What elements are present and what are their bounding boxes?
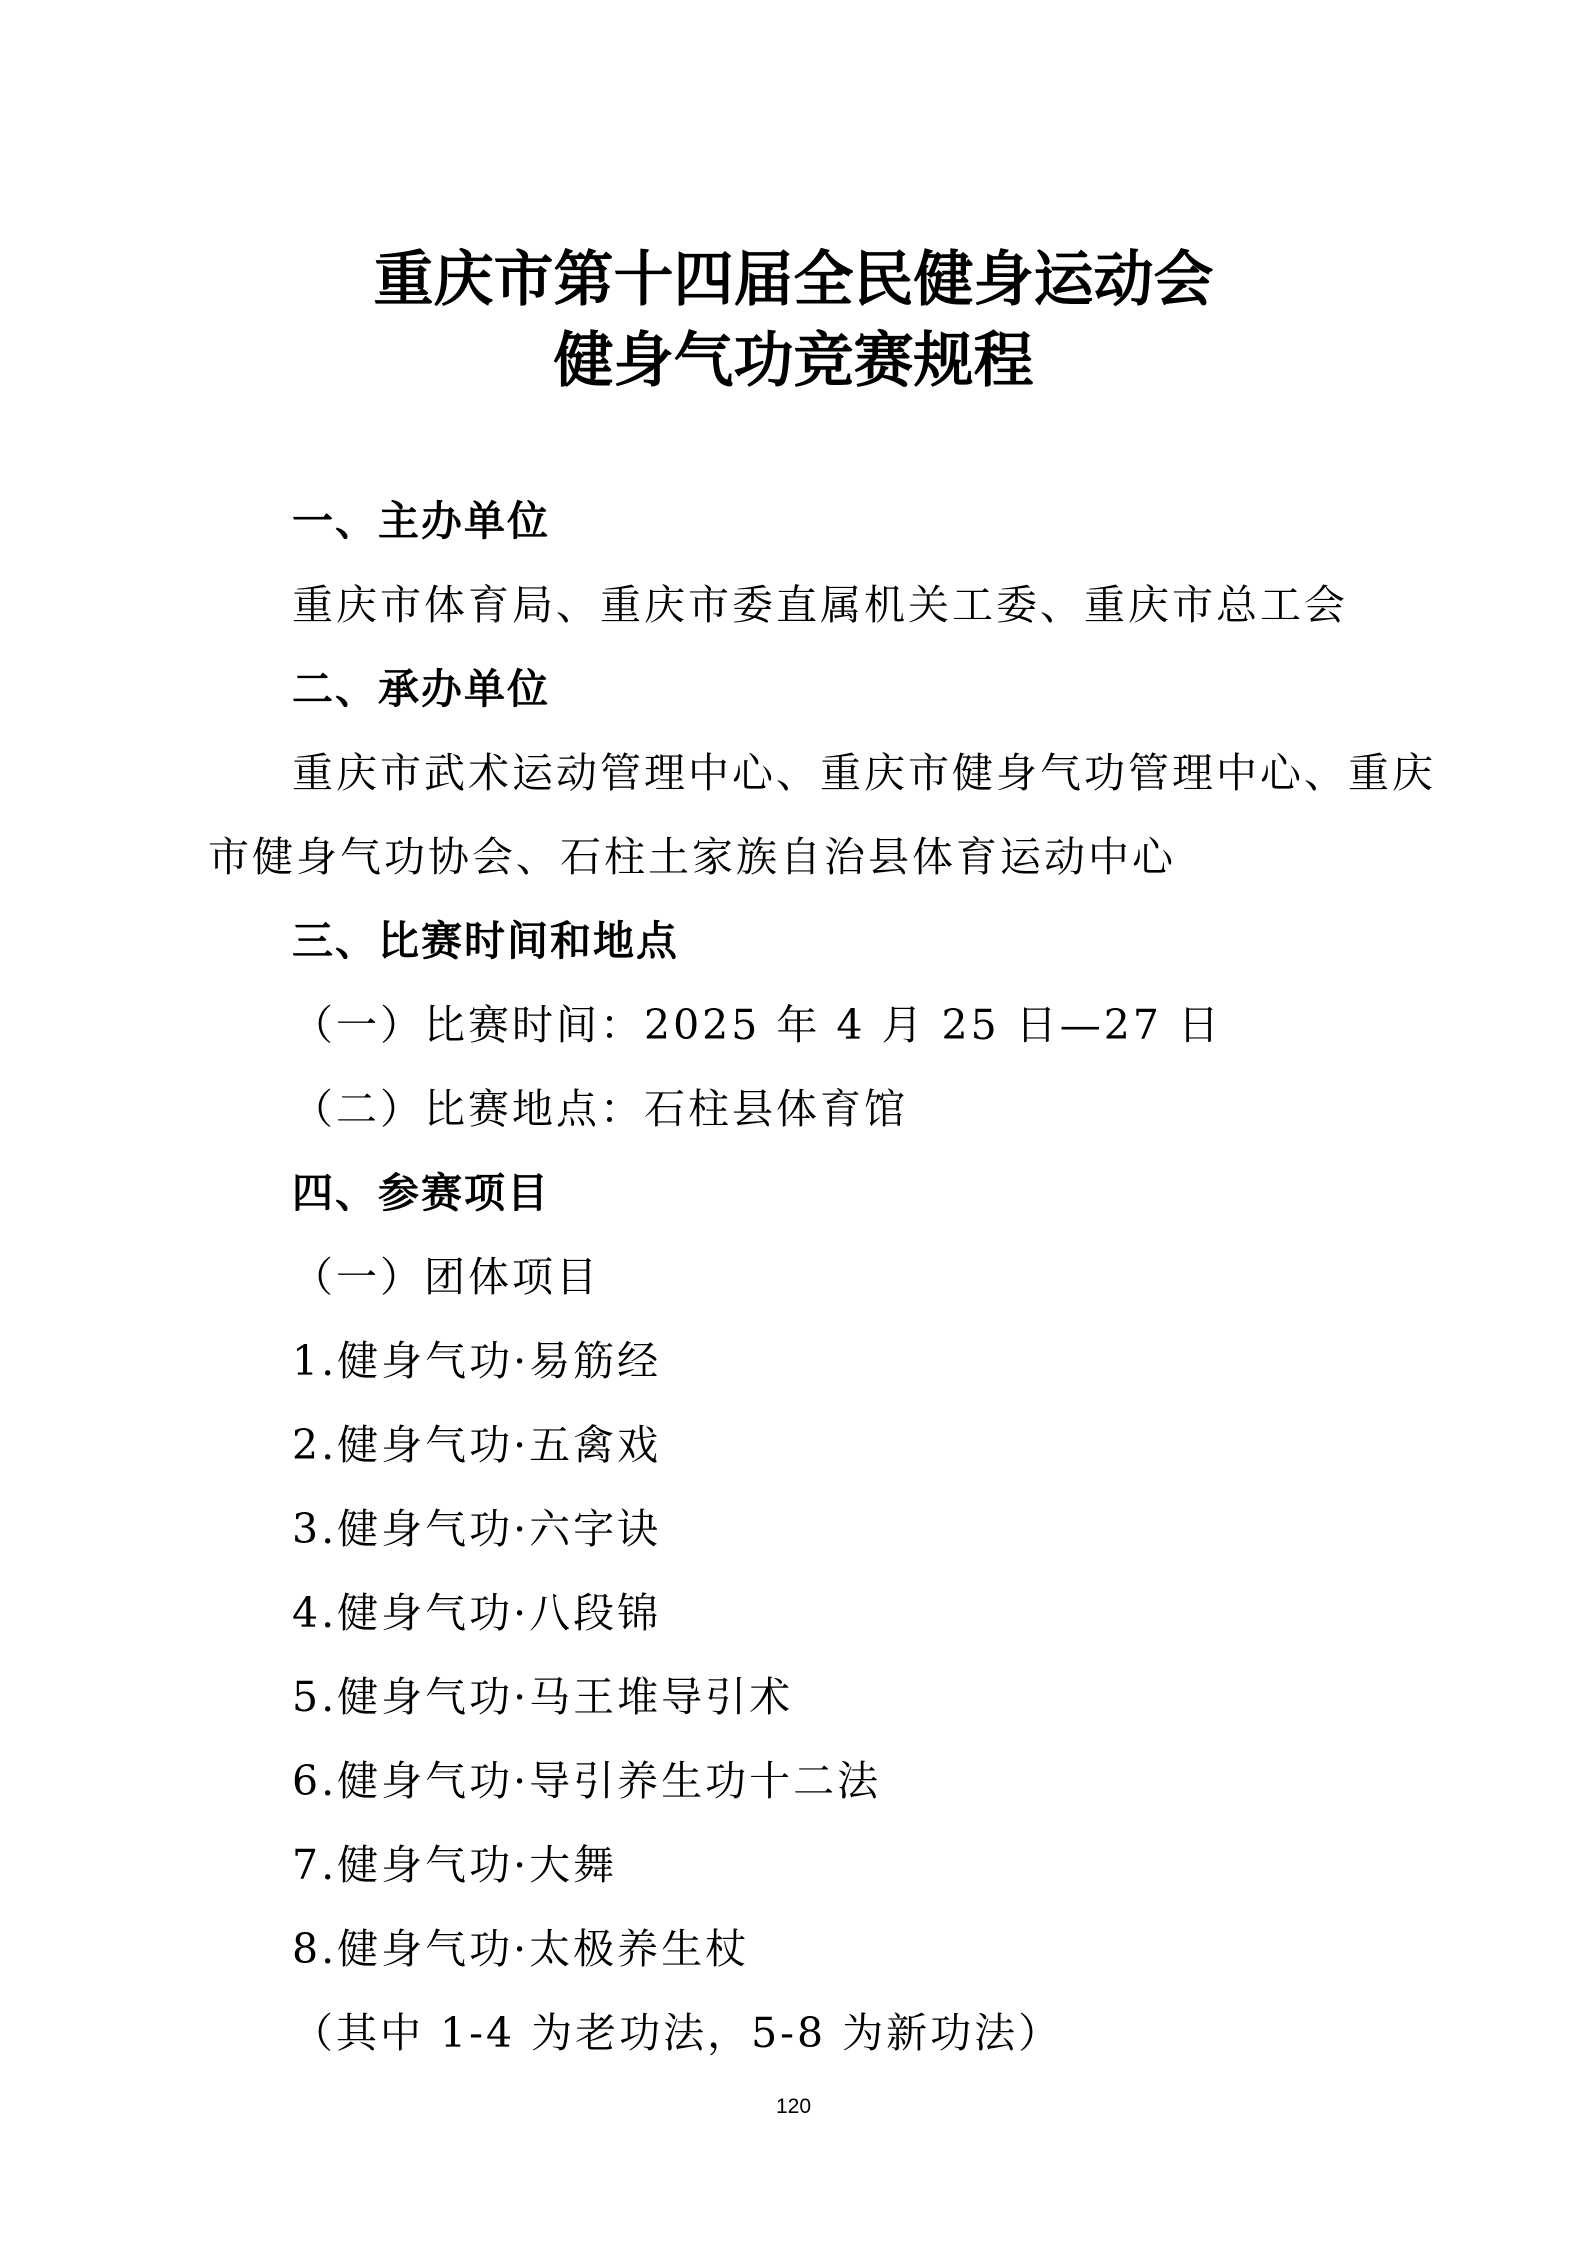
- section-heading-host: 二、承办单位: [292, 665, 550, 713]
- document-title-line1: 重庆市第十四届全民健身运动会: [373, 245, 1214, 315]
- list-item: 8.健身气功·太极养生杖: [292, 1925, 750, 1973]
- section-heading-organizer: 一、主办单位: [292, 497, 550, 545]
- section-text-organizer: 重庆市体育局、重庆市委直属机关工委、重庆市总工会: [292, 581, 1348, 629]
- competition-place: （二）比赛地点：石柱县体育馆: [292, 1085, 908, 1133]
- section-text-host-line2: 市健身气功协会、石柱土家族自治县体育运动中心: [208, 833, 1176, 881]
- competition-time: （一）比赛时间：2025 年 4 月 25 日—27 日: [292, 1001, 1222, 1049]
- events-note: （其中 1-4 为老功法，5-8 为新功法）: [292, 2009, 1063, 2057]
- list-item: 2.健身气功·五禽戏: [292, 1421, 662, 1469]
- section-text-host-line1: 重庆市武术运动管理中心、重庆市健身气功管理中心、重庆: [292, 749, 1436, 797]
- list-item: 3.健身气功·六字诀: [292, 1505, 662, 1553]
- subsection-team-events: （一）团体项目: [292, 1253, 600, 1301]
- document-title-line2: 健身气功竞赛规程: [553, 326, 1034, 396]
- list-item: 4.健身气功·八段锦: [292, 1589, 662, 1637]
- section-heading-time-place: 三、比赛时间和地点: [292, 917, 679, 965]
- page-number: 120: [775, 2095, 812, 2118]
- list-item: 7.健身气功·大舞: [292, 1841, 618, 1889]
- section-heading-events: 四、参赛项目: [292, 1169, 550, 1217]
- list-item: 5.健身气功·马王堆导引术: [292, 1673, 794, 1721]
- list-item: 1.健身气功·易筋经: [292, 1337, 662, 1385]
- list-item: 6.健身气功·导引养生功十二法: [292, 1757, 882, 1805]
